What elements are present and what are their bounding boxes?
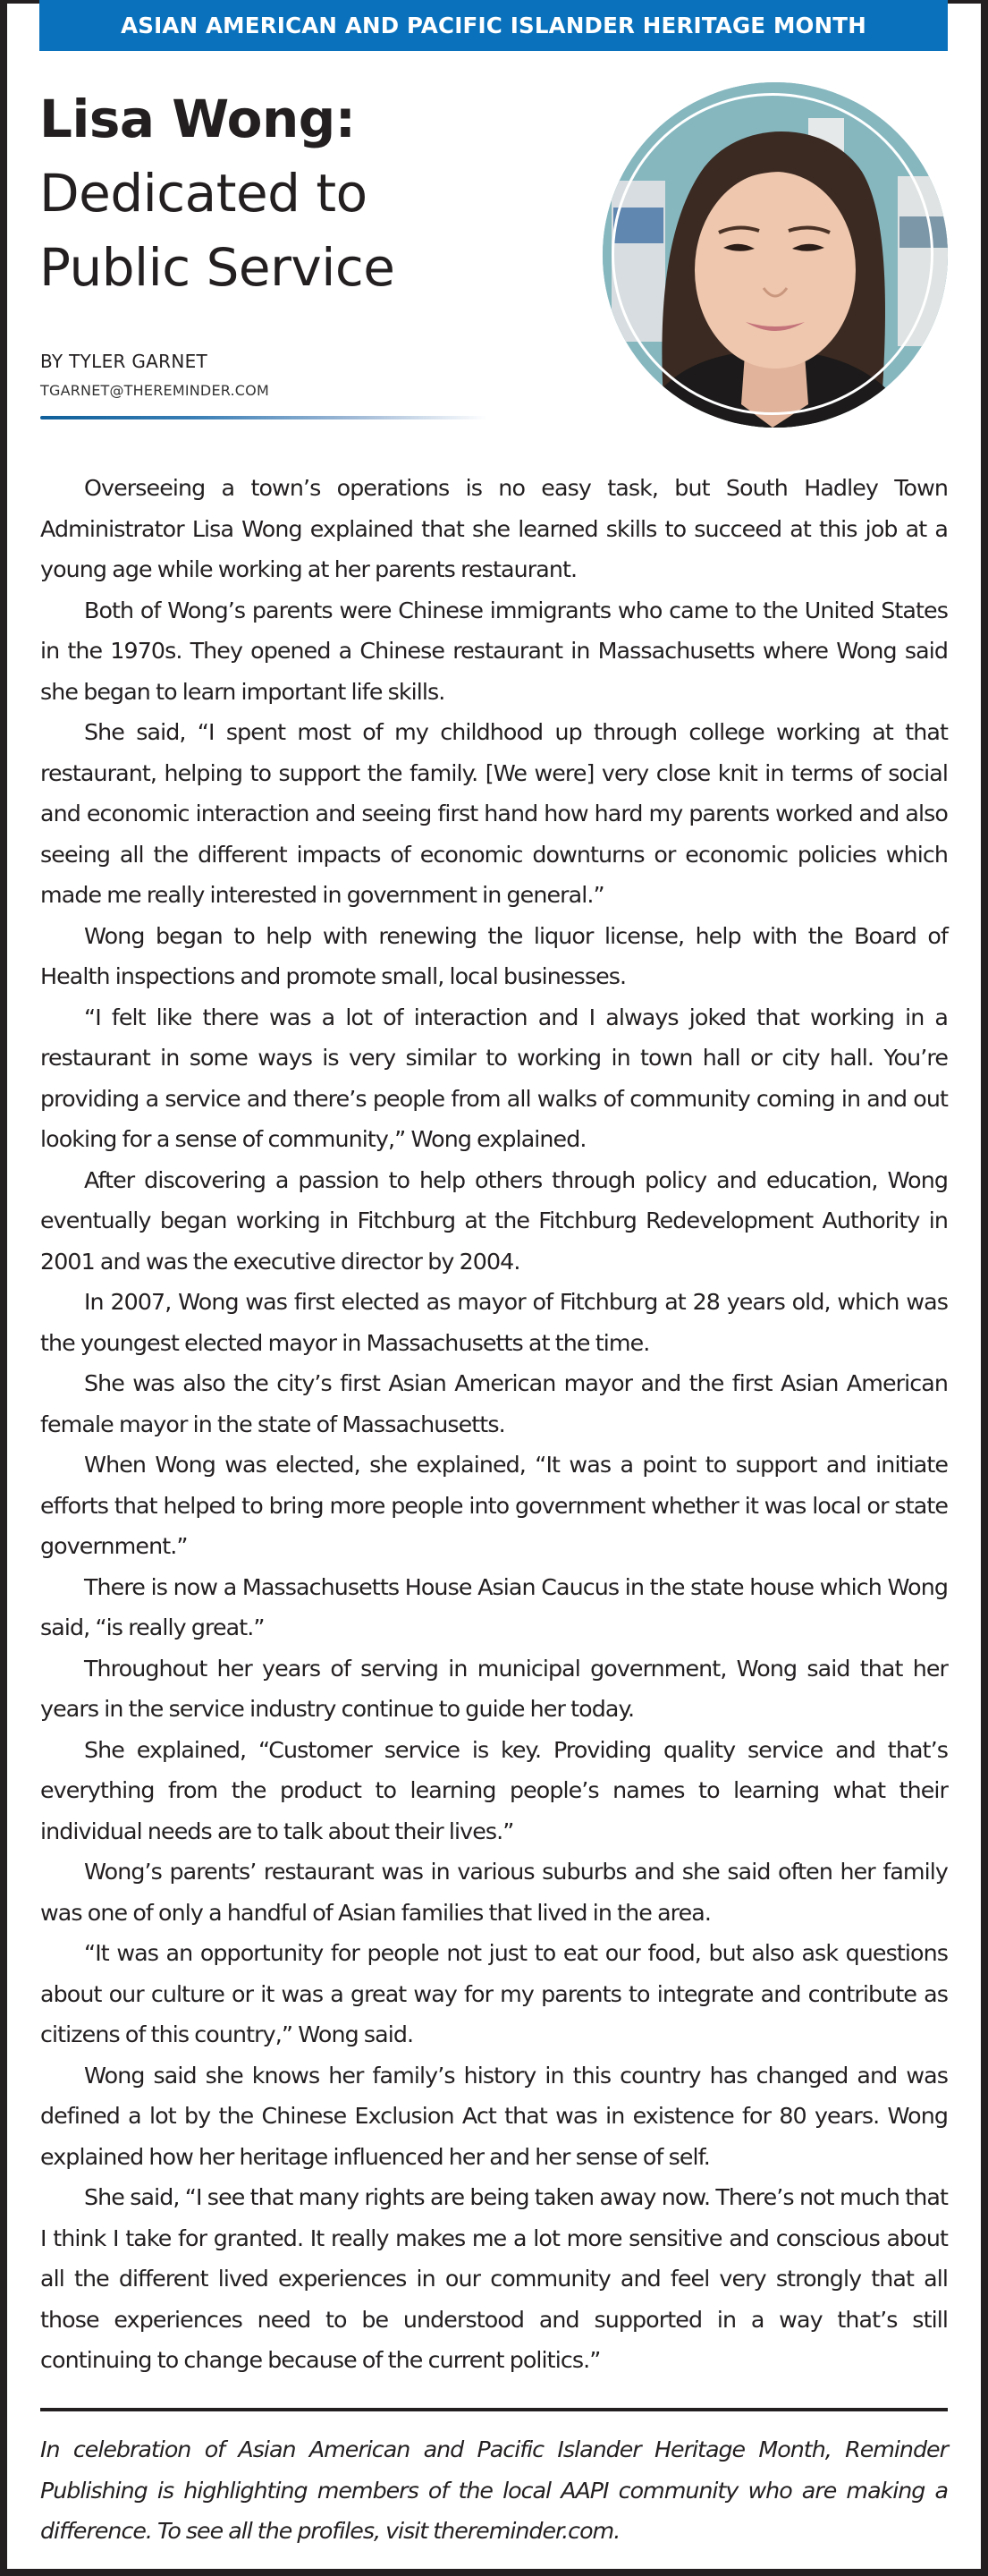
article-paragraph: There is now a Massachusetts House Asian Caucus in the state house which Wong said, “is really great.” bbox=[40, 1573, 948, 1640]
article-paragraph: Wong’s parents’ restaurant was in various suburbs and she said often her family was one of only a handful of Asian families that lived in the area. bbox=[40, 1859, 948, 1926]
photo-ring-decoration bbox=[612, 93, 933, 415]
article-paragraph: Throughout her years of serving in municipal government, Wong said that her years in the service industry continue to guide her today. bbox=[40, 1655, 948, 1722]
article-paragraph: After discovering a passion to help others through policy and education, Wong eventually began working in Fitchburg at the Fitchburg Redevelopment Authority in 2001 and was the executive director by 2004. bbox=[40, 1166, 948, 1275]
article-paragraph: “I felt like there was a lot of interaction and I always joked that working in a restaurant in some ways is very similar to working in town hall or city hall. You’re providing a service and there’s people from all walks of community coming in and out looking for a sense of community,” Wong explained. bbox=[40, 1004, 948, 1152]
headline-line-3: Public Service bbox=[39, 237, 395, 298]
article-paragraph: “It was an opportunity for people not just to eat our food, but also ask questions about our culture or it was a great way for my parents to integrate and contribute as citizens of this country,” Wong said. bbox=[40, 1940, 948, 2047]
footer-divider bbox=[40, 2408, 948, 2411]
article-paragraph: She said, “I see that many rights are being taken away now. There’s not much that I think I take for granted. It really makes me a lot more sensitive and conscious about all the different lived experiences in our community and feel very strongly that all those experiences need to be understood and supported in a way that’s still continuing to change because of the current politics.” bbox=[40, 2184, 948, 2373]
banner-text: ASIAN AMERICAN AND PACIFIC ISLANDER HERITAGE MONTH bbox=[121, 13, 866, 38]
article-body bbox=[40, 468, 948, 2381]
footer-note: In celebration of Asian American and Pacific Islander Heritage Month, Reminder Publishing is highlighting members of the local AAPI community who are making a difference. To see all the profiles, visit thereminder.com. bbox=[40, 2436, 948, 2544]
byline-email: TGARNET@THEREMINDER.COM bbox=[40, 382, 269, 399]
headline bbox=[39, 82, 576, 305]
headline-name: Lisa Wong: bbox=[39, 89, 356, 149]
article-paragraph: Wong said she knows her family’s history in this country has changed and was defined a lot by the Chinese Exclusion Act that was in existence for 80 years. Wong explained how her heritage influenced her and her sense of self. bbox=[40, 2062, 948, 2170]
article-paragraph: She was also the city’s first Asian American mayor and the first Asian American female mayor in the state of Massachusetts. bbox=[40, 1370, 948, 1437]
headline-line-2: Dedicated to bbox=[39, 163, 367, 224]
article-paragraph: In 2007, Wong was first elected as mayor of Fitchburg at 28 years old, which was the youngest elected mayor in Massachusetts at the time. bbox=[40, 1289, 948, 1356]
article-paragraph: She said, “I spent most of my childhood up through college working at that restaurant, helping to support the family. [We were] very close knit in terms of social and economic interaction and seeing first hand how hard my parents worked and also seeing all the different impacts of economic downturns or economic policies which made me really interested in government in general.” bbox=[40, 719, 948, 908]
article-paragraph: Wong began to help with renewing the liquor license, help with the Board of Health inspections and promote small, local businesses. bbox=[40, 922, 948, 989]
article-paragraph: She explained, “Customer service is key. Providing quality service and that’s everything from the product to learning people’s names to learning what their individual needs are to talk about their lives.” bbox=[40, 1736, 948, 1844]
byline-gradient-rule bbox=[40, 416, 487, 419]
byline-author: BY TYLER GARNET bbox=[40, 351, 208, 372]
article-paragraph: Overseeing a town’s operations is no easy task, but South Hadley Town Administrator Lisa Wong explained that she learned skills to succeed at this job at a young age while working at her parents restaurant. bbox=[40, 475, 948, 582]
article-paragraph: Both of Wong’s parents were Chinese immigrants who came to the United States in the 1970s. They opened a Chinese restaurant in Massachusetts where Wong said she began to learn important life skills. bbox=[40, 597, 948, 705]
article-paragraph: When Wong was elected, she explained, “It was a point to support and initiate efforts that helped to bring more people into government whether it was local or state government.” bbox=[40, 1452, 948, 1559]
heritage-month-banner bbox=[39, 0, 948, 51]
article-page bbox=[7, 4, 981, 2569]
